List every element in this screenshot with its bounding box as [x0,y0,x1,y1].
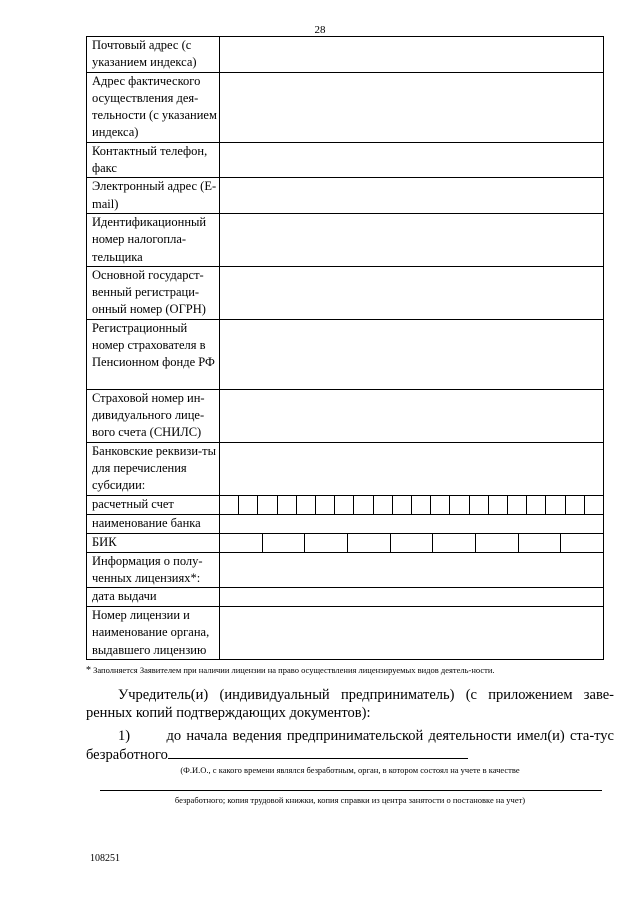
founders-paragraph: Учредитель(и) (индивидуальный предприниматель) (с приложением заве-ренных копий подтверждающих документов): [86,687,614,721]
field-value-cell[interactable] [220,319,604,389]
digit-cell[interactable] [430,496,449,514]
footnote-text: Заполняется Заявителем при наличии лицензии на право осуществления лицензируемых видов деятель-ности. [93,665,495,675]
field-label: Идентификационный номер налогопла-тельщика [87,213,220,266]
table-row [87,266,604,319]
field-label: Страховой номер ин-дивидуального лице-вого счета (СНИЛС) [87,389,220,442]
digit-cell[interactable] [584,496,603,514]
digit-cell[interactable] [411,496,430,514]
digit-cell[interactable] [526,496,545,514]
digit-cell[interactable] [565,496,584,514]
digit-cell[interactable] [560,534,603,552]
item-1 [86,727,614,764]
table-row [87,588,604,607]
table-row [87,142,604,178]
table-row [87,552,604,588]
field-value-cell[interactable] [220,588,604,607]
field-value-cell[interactable] [220,266,604,319]
field-label: Электронный адрес (E-mail) [87,178,220,214]
digit-cell[interactable] [238,496,257,514]
digit-cell[interactable] [353,496,372,514]
digit-cell[interactable] [220,496,238,514]
document-code: 108251 [90,853,120,864]
item-1-number: 1) [118,728,131,744]
footnote-marker: * [86,665,91,676]
digit-cell[interactable] [334,496,353,514]
applicant-details-table [86,36,604,660]
field-label: Банковские реквизи-ты для перечисления субсидии: [87,442,220,495]
table-row [87,514,604,533]
field-value-cell[interactable] [220,533,604,552]
field-value-cell[interactable] [220,495,604,514]
footnote [86,663,614,678]
item-1-text: до начала ведения предпринимательской деятельности имел(и) ста-тус безработного [86,728,614,763]
table-row [87,607,604,660]
field-value-cell[interactable] [220,442,604,495]
digit-cell[interactable] [449,496,468,514]
caption-line-1: (Ф.И.О., с какого времени являлся безработным, орган, в котором состоял на учете в качестве [180,765,520,775]
digit-cell[interactable] [373,496,392,514]
unemployed-status-line[interactable] [168,745,468,759]
digit-cell[interactable] [488,496,507,514]
field-label: БИК [87,533,220,552]
field-label: Почтовый адрес (с указанием индекса) [87,37,220,73]
field-value-cell[interactable] [220,607,604,660]
fill-line-2[interactable] [100,790,602,791]
field-value-cell[interactable] [220,514,604,533]
digit-cell[interactable] [296,496,315,514]
field-label: Номер лицензии и наименование органа, выдавшего лицензию [87,607,220,660]
field-label: Контактный телефон, факс [87,142,220,178]
digit-cell[interactable] [507,496,526,514]
digit-cells [220,496,603,514]
field-label: Адрес фактического осуществления дея-тельности (с указанием индекса) [87,72,220,142]
table-row [87,178,604,214]
digit-cell[interactable] [475,534,518,552]
digit-cell[interactable] [545,496,564,514]
table-row [87,72,604,142]
digit-cell[interactable] [392,496,411,514]
digit-cell[interactable] [469,496,488,514]
table-row [87,319,604,389]
table-row [87,37,604,73]
digit-cell[interactable] [257,496,276,514]
digit-cell[interactable] [220,534,262,552]
field-value-cell[interactable] [220,389,604,442]
field-value-cell[interactable] [220,213,604,266]
field-value-cell[interactable] [220,178,604,214]
digit-cell[interactable] [347,534,390,552]
field-label: Основной государст-венный регистраци-онный номер (ОГРН) [87,266,220,319]
digit-cells [220,534,603,552]
field-label: дата выдачи [87,588,220,607]
table-row [87,442,604,495]
table-row [87,213,604,266]
table-row [87,533,604,552]
table-row [87,389,604,442]
field-label: Регистрационный номер страхователя в Пенсионном фонде РФ [87,319,220,389]
field-value-cell[interactable] [220,142,604,178]
page-number: 28 [314,24,326,36]
field-label: Информация о полу-ченных лицензиях*: [87,552,220,588]
digit-cell[interactable] [304,534,347,552]
digit-cell[interactable] [390,534,433,552]
field-label: наименование банка [87,514,220,533]
digit-cell[interactable] [315,496,334,514]
field-value-cell[interactable] [220,72,604,142]
digit-cell[interactable] [262,534,305,552]
digit-cell[interactable] [277,496,296,514]
digit-cell[interactable] [518,534,561,552]
field-value-cell[interactable] [220,552,604,588]
digit-cell[interactable] [432,534,475,552]
field-value-cell[interactable] [220,37,604,73]
field-label: расчетный счет [87,495,220,514]
caption-line-2: безработного; копия трудовой книжки, копия справки из центра занятости о постановке на учет) [174,795,526,805]
table-row [87,495,604,514]
